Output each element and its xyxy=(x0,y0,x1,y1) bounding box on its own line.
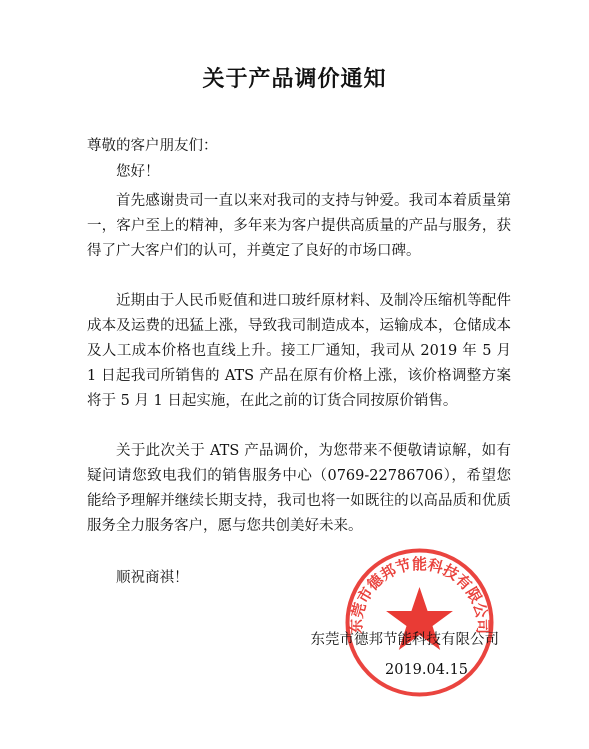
seal-text: 东莞市德邦节能科技有限公司 xyxy=(347,555,492,635)
company-name: 东莞市德邦节能科技有限公司 xyxy=(310,632,499,648)
paragraph-thanks: 首先感谢贵司一直以来对我司的支持与钟爱。我司本着质量第一，客户至上的精神，多年来为客户提供高质量的产品与服务，获得了广大客户们的认可，并奠定了良好的市场口碑。 xyxy=(87,193,511,259)
paragraph-closing: 顺祝商祺！ xyxy=(116,570,189,586)
notice-title: 关于产品调价通知 xyxy=(202,67,387,92)
paragraph-hello: 您好！ xyxy=(116,164,160,180)
paragraph-price-increase: 近期由于人民币贬值和进口玻纤原材料、及制冷压缩机等配件成本及运费的迅猛上涨，导致我司制造成本，运输成本，仓储成本及人工成本价格也直线上升。接工厂通知，我司从 2019 年 5 月 1 日起我司所销售的 ATS 产品在原有价格上涨，该价格调整方案将于 5 月 1 日起实施，在此之前的订货合同按原价销售。 xyxy=(87,293,511,409)
notice-date: 2019.04.15 xyxy=(385,662,469,678)
paragraph-apology: 关于此次关于 ATS 产品调价，为您带来不便敬请谅解，如有疑问请您致电我们的销售服务中心（0769-22786706），希望您能给予理解并继续长期支持，我司也将一如既往的以高品质和优质服务全力服务客户，愿与您共创美好未来。 xyxy=(87,443,511,534)
greeting: 尊敬的客户朋友们： xyxy=(87,138,218,154)
